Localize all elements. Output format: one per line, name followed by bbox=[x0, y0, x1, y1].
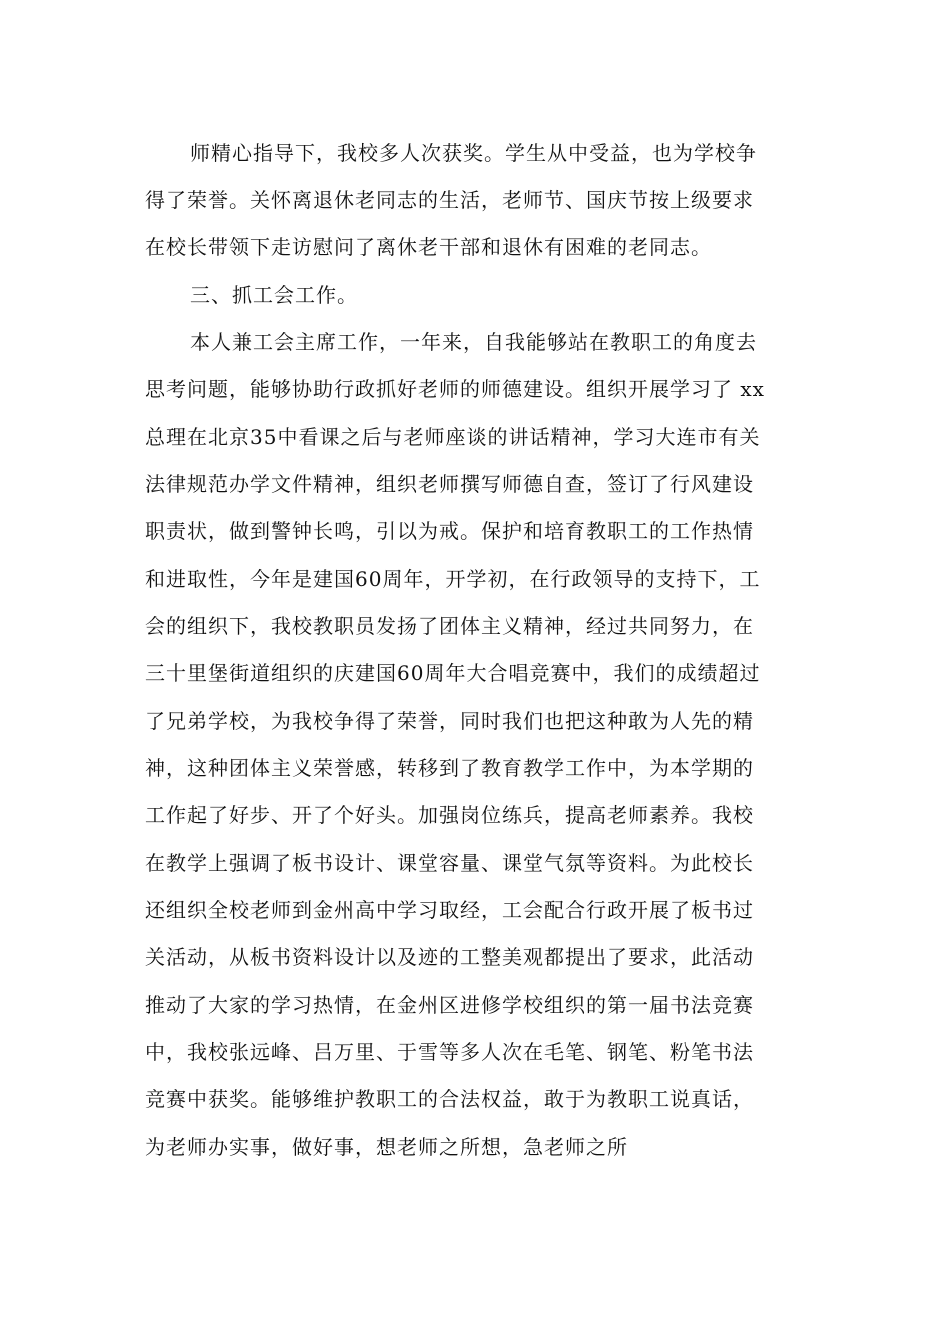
text-line: 总理在北京35中看课之后与老师座谈的讲话精神，学习大连市有关 bbox=[145, 425, 761, 449]
text-line: 还组织全校老师到金州高中学习取经，工会配合行政开展了板书过 bbox=[145, 898, 754, 922]
text-line: 职责状，做到警钟长鸣，引以为戒。保护和培育教职工的工作热情 bbox=[145, 519, 754, 543]
text-line: 本人兼工会主席工作，一年来，自我能够站在教职工的角度去 bbox=[190, 330, 757, 354]
text-line: 得了荣誉。关怀离退休老同志的生活，老师节、国庆节按上级要求 bbox=[145, 188, 754, 212]
section-heading: 三、抓工会工作。 bbox=[190, 283, 358, 307]
text-line: 在校长带领下走访慰问了离休老干部和退休有困难的老同志。 bbox=[145, 235, 712, 259]
text-line: 会的组织下，我校教职员发扬了团体主义精神，经过共同努力，在 bbox=[145, 614, 754, 638]
text-line: 神，这种团体主义荣誉感，转移到了教育教学工作中，为本学期的 bbox=[145, 756, 754, 780]
text-line: 中，我校张远峰、吕万里、于雪等多人次在毛笔、钢笔、粉笔书法 bbox=[145, 1040, 754, 1064]
text-line: 了兄弟学校，为我校争得了荣誉，同时我们也把这种敢为人先的精 bbox=[145, 709, 754, 733]
text-line: 推动了大家的学习热情，在金州区进修学校组织的第一届书法竞赛 bbox=[145, 993, 754, 1017]
text-line: 思考问题，能够协助行政抓好老师的师德建设。组织开展学习了 xx bbox=[145, 377, 765, 401]
text-line: 为老师办实事，做好事，想老师之所想，急老师之所 bbox=[145, 1135, 628, 1159]
text-line: 师精心指导下，我校多人次获奖。学生从中受益，也为学校争 bbox=[190, 141, 757, 165]
text-line: 在教学上强调了板书设计、课堂容量、课堂气氛等资料。为此校长 bbox=[145, 851, 754, 875]
text-line: 法律规范办学文件精神，组织老师撰写师德自查，签订了行风建设 bbox=[145, 472, 754, 496]
text-line: 三十里堡街道组织的庆建国60周年大合唱竞赛中，我们的成绩超过 bbox=[145, 661, 761, 685]
text-line: 竞赛中获奖。能够维护教职工的合法权益，敢于为教职工说真话， bbox=[145, 1087, 754, 1111]
text-line: 和进取性，今年是建国60周年，开学初，在行政领导的支持下，工 bbox=[145, 567, 761, 591]
text-line: 关活动，从板书资料设计以及迹的工整美观都提出了要求，此活动 bbox=[145, 945, 754, 969]
text-line: 工作起了好步、开了个好头。加强岗位练兵，提高老师素养。我校 bbox=[145, 803, 754, 827]
